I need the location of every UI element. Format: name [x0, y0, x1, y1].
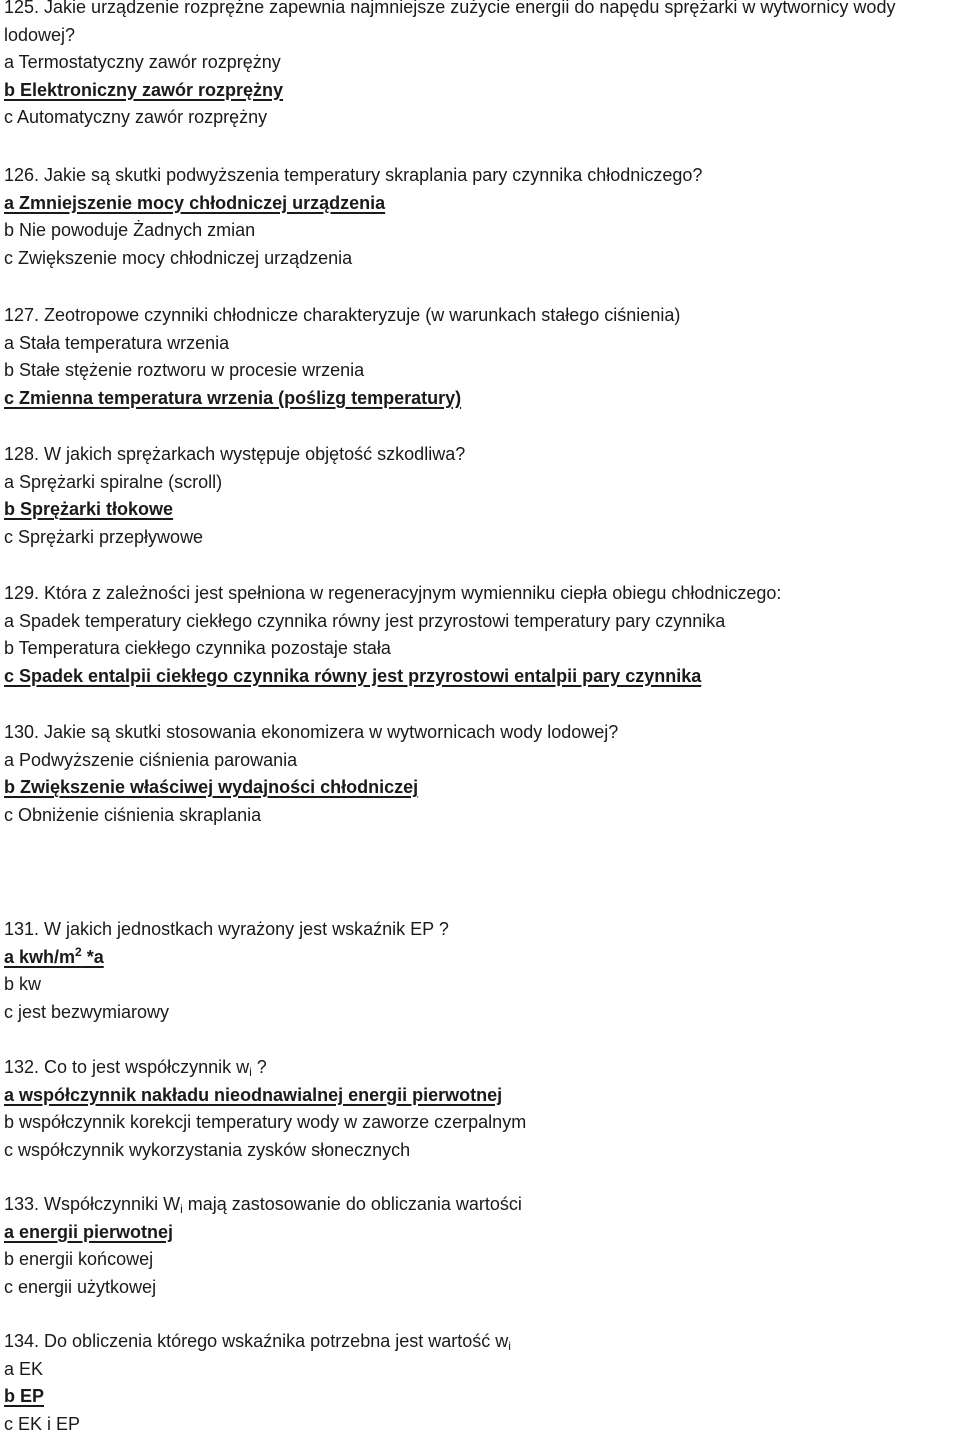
unit-exponent: 2	[75, 945, 82, 959]
answer-a-correct: a energii pierwotnej	[4, 1222, 173, 1242]
question-text: 127. Zeotropowe czynniki chłodnicze charakteryzuje (w warunkach stałego ciśnienia)	[4, 302, 956, 330]
answer-a: a Termostatyczny zawór rozprężny	[4, 49, 956, 77]
answer-b: b współczynnik korekcji temperatury wody w zaworze czerpalnym	[4, 1109, 956, 1137]
answer-c: c Automatyczny zawór rozprężny	[4, 104, 956, 132]
answer-a: a Sprężarki spiralne (scroll)	[4, 469, 956, 497]
answer-a: a Spadek temperatury ciekłego czynnika równy jest przyrostowi temperatury pary czynnika	[4, 608, 956, 636]
answer-a: a Stała temperatura wrzenia	[4, 330, 956, 358]
question-text: 129. Która z zależności jest spełniona w regeneracyjnym wymienniku ciepła obiegu chłodniczego:	[4, 580, 956, 608]
answer-b-correct: b Elektroniczny zawór rozprężny	[4, 80, 283, 100]
answer-c: c jest bezwymiarowy	[4, 999, 956, 1027]
question-130	[4, 719, 956, 829]
answer-c: c Zwiększenie mocy chłodniczej urządzenia	[4, 245, 956, 273]
subscript-i: i	[508, 1339, 511, 1353]
answer-a-correct: a współczynnik nakładu nieodnawialnej energii pierwotnej	[4, 1085, 502, 1105]
question-132	[4, 1054, 956, 1164]
question-text: 128. W jakich sprężarkach występuje objętość szkodliwa?	[4, 441, 956, 469]
answer-c: c energii użytkowej	[4, 1274, 956, 1302]
question-128	[4, 441, 956, 551]
question-text: 133. Współczynniki $W_i$ mają zastosowanie do obliczania wartości	[4, 1191, 956, 1219]
answer-b: b energii końcowej	[4, 1246, 956, 1274]
answer-b: b Stałe stężenie roztworu w procesie wrzenia	[4, 357, 956, 385]
question-text: 125. Jakie urządzenie rozprężne zapewnia najmniejsze zużycie energii do napędu sprężarki w wytwornicy wody lodowej?	[4, 0, 956, 49]
answer-b: b Nie powoduje Żadnych zmian	[4, 217, 956, 245]
question-127	[4, 302, 956, 412]
answer-c: c współczynnik wykorzystania zysków słonecznych	[4, 1137, 956, 1165]
answer-a: a EK	[4, 1356, 956, 1384]
question-text: 134. Do obliczenia którego wskaźnika potrzebna jest wartość $w_i$	[4, 1328, 956, 1356]
answer-b-correct: b Sprężarki tłokowe	[4, 499, 173, 519]
question-131	[4, 916, 956, 1026]
answer-a: a Podwyższenie ciśnienia parowania	[4, 747, 956, 775]
question-125	[4, 0, 956, 132]
question-134	[4, 1328, 956, 1438]
answer-b: b kw	[4, 971, 956, 999]
answer-a-correct: a Zmniejszenie mocy chłodniczej urządzenia	[4, 193, 385, 213]
answer-c: c EK i EP	[4, 1411, 956, 1438]
answer-c: c Obniżenie ciśnienia skraplania	[4, 802, 956, 830]
answer-c-correct: c Zmienna temperatura wrzenia (poślizg temperatury)	[4, 388, 461, 408]
question-126	[4, 162, 956, 272]
question-text: 130. Jakie są skutki stosowania ekonomizera w wytwornicach wody lodowej?	[4, 719, 956, 747]
answer-b: b Temperatura ciekłego czynnika pozostaje stała	[4, 635, 956, 663]
question-text: 132. Co to jest współczynnik $w_i$ ?	[4, 1054, 956, 1082]
question-text: 131. W jakich jednostkach wyrażony jest wskaźnik EP ?	[4, 916, 956, 944]
question-133	[4, 1191, 956, 1301]
question-129	[4, 580, 956, 690]
subscript-i: i	[249, 1065, 252, 1079]
answer-b-correct: b EP	[4, 1386, 44, 1406]
question-text: 126. Jakie są skutki podwyższenia temperatury skraplania pary czynnika chłodniczego?	[4, 162, 956, 190]
answer-c: c Sprężarki przepływowe	[4, 524, 956, 552]
answer-b-correct: b Zwiększenie właściwej wydajności chłodniczej	[4, 777, 418, 797]
answer-c-correct: c Spadek entalpii ciekłego czynnika równy jest przyrostowi entalpii pary czynnika	[4, 666, 701, 686]
subscript-i: i	[180, 1202, 183, 1216]
answer-a-correct: a kwh/$m^2$ *a	[4, 947, 104, 967]
